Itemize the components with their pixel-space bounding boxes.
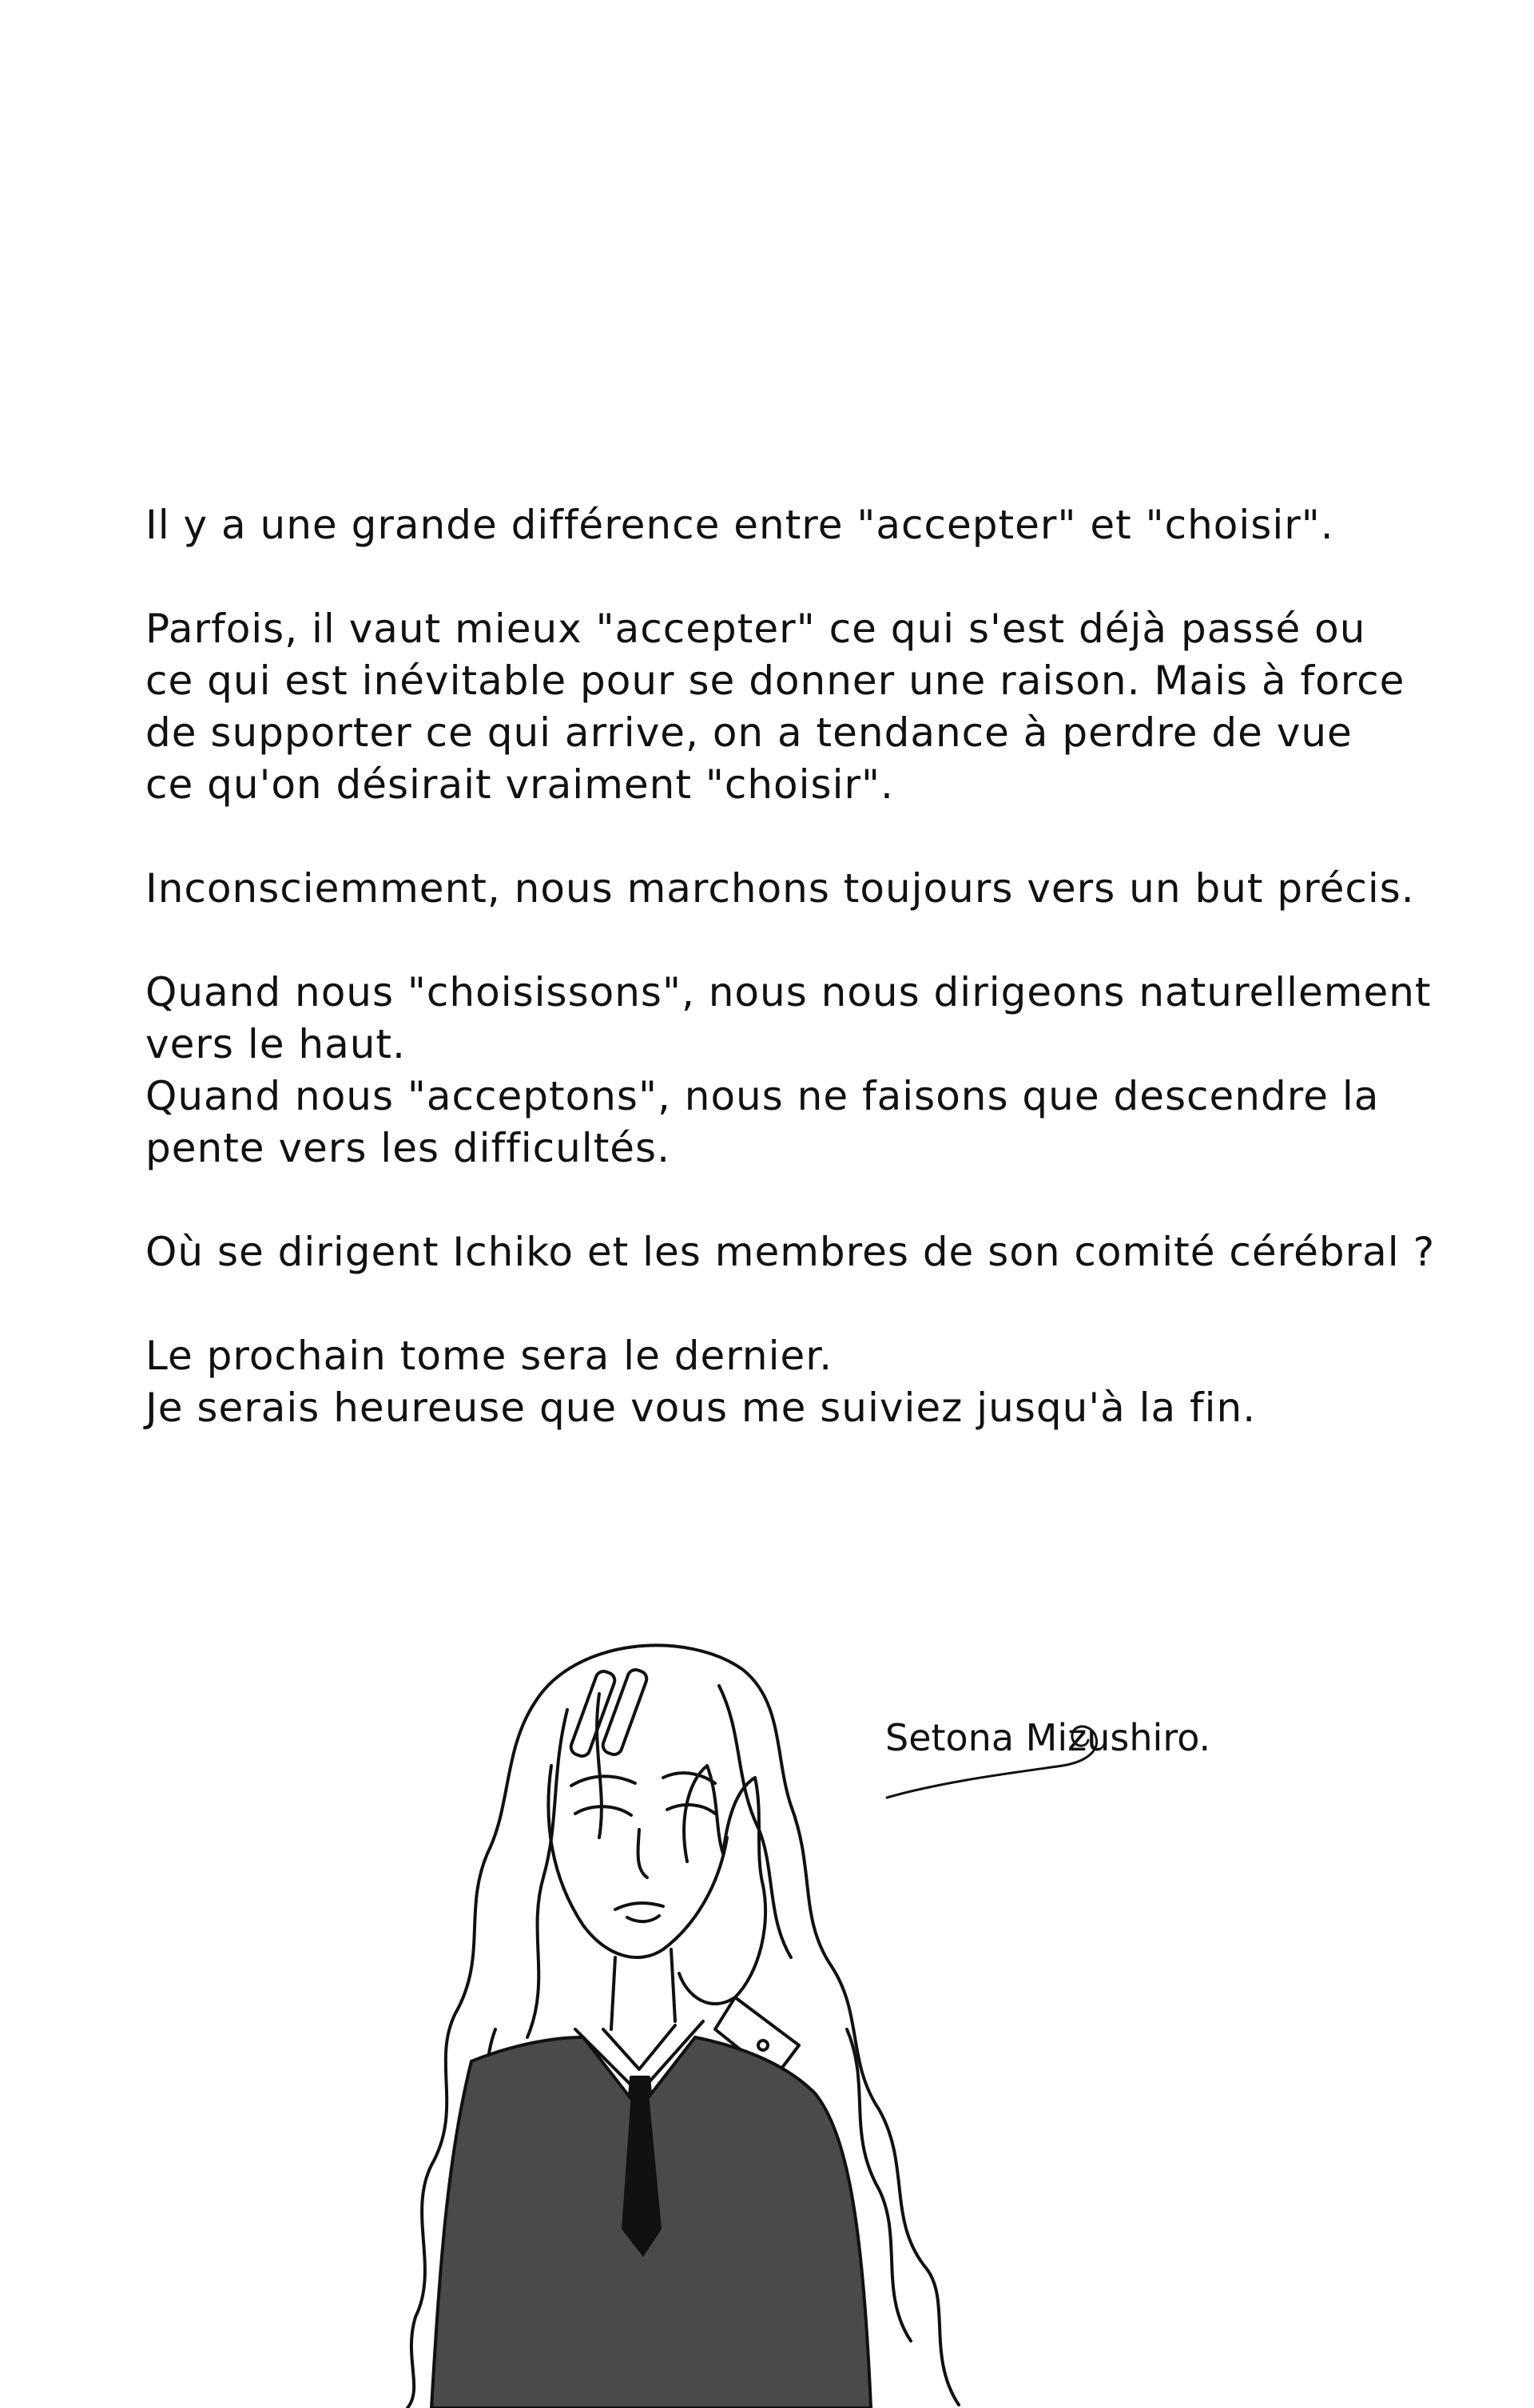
paragraph bbox=[145, 1226, 1436, 1278]
paragraph bbox=[145, 499, 1408, 551]
eye bbox=[667, 1805, 715, 1814]
text-line: pente vers les difficultés. bbox=[145, 1125, 671, 1171]
hair-clip bbox=[569, 1669, 617, 1758]
text-line: Quand nous "acceptons", nous ne faisons que descendre la bbox=[145, 1073, 1380, 1119]
paragraph bbox=[145, 1330, 1408, 1434]
text-line: ce qui est inévitable pour se donner une raison. Mais à force bbox=[145, 658, 1405, 704]
paragraph bbox=[145, 967, 1432, 1174]
text-line: de supporter ce qui arrive, on a tendance à perdre de vue bbox=[145, 709, 1353, 756]
paragraph bbox=[145, 863, 1415, 915]
author-signature: Setona Mizushiro. bbox=[885, 1716, 1211, 1759]
neck bbox=[671, 1949, 675, 2021]
afterword-text bbox=[145, 499, 1436, 1486]
text-line: Je serais heureuse que vous me suiviez jusqu'à la fin. bbox=[145, 1385, 1257, 1431]
neck bbox=[611, 1957, 615, 2029]
text-line: Parfois, il vaut mieux "accepter" ce qui s'est déjà passé ou bbox=[145, 606, 1366, 652]
text-line: Où se dirigent Ichiko et les membres de son comité cérébral ? bbox=[145, 1229, 1436, 1275]
hand bbox=[679, 1766, 765, 2004]
text-line: Il y a une grande différence entre "accepter" et "choisir". bbox=[145, 502, 1334, 548]
eyebrow bbox=[663, 1773, 715, 1783]
nose bbox=[638, 1830, 647, 1878]
paragraph bbox=[145, 603, 1408, 811]
cuff-button bbox=[758, 2040, 768, 2050]
text-line: Le prochain tome sera le dernier. bbox=[145, 1333, 833, 1379]
hair-clip bbox=[601, 1667, 649, 1757]
mouth bbox=[615, 1903, 663, 1909]
text-line: vers le haut. bbox=[145, 1021, 406, 1067]
text-line: Inconsciemment, nous marchons toujours vers un but précis. bbox=[145, 865, 1415, 912]
text-line: Quand nous "choisissons", nous nous dirigeons naturellement bbox=[145, 969, 1432, 1015]
text-line: ce qu'on désirait vraiment "choisir". bbox=[145, 761, 894, 808]
eye bbox=[575, 1806, 631, 1815]
eyebrow bbox=[571, 1776, 635, 1786]
